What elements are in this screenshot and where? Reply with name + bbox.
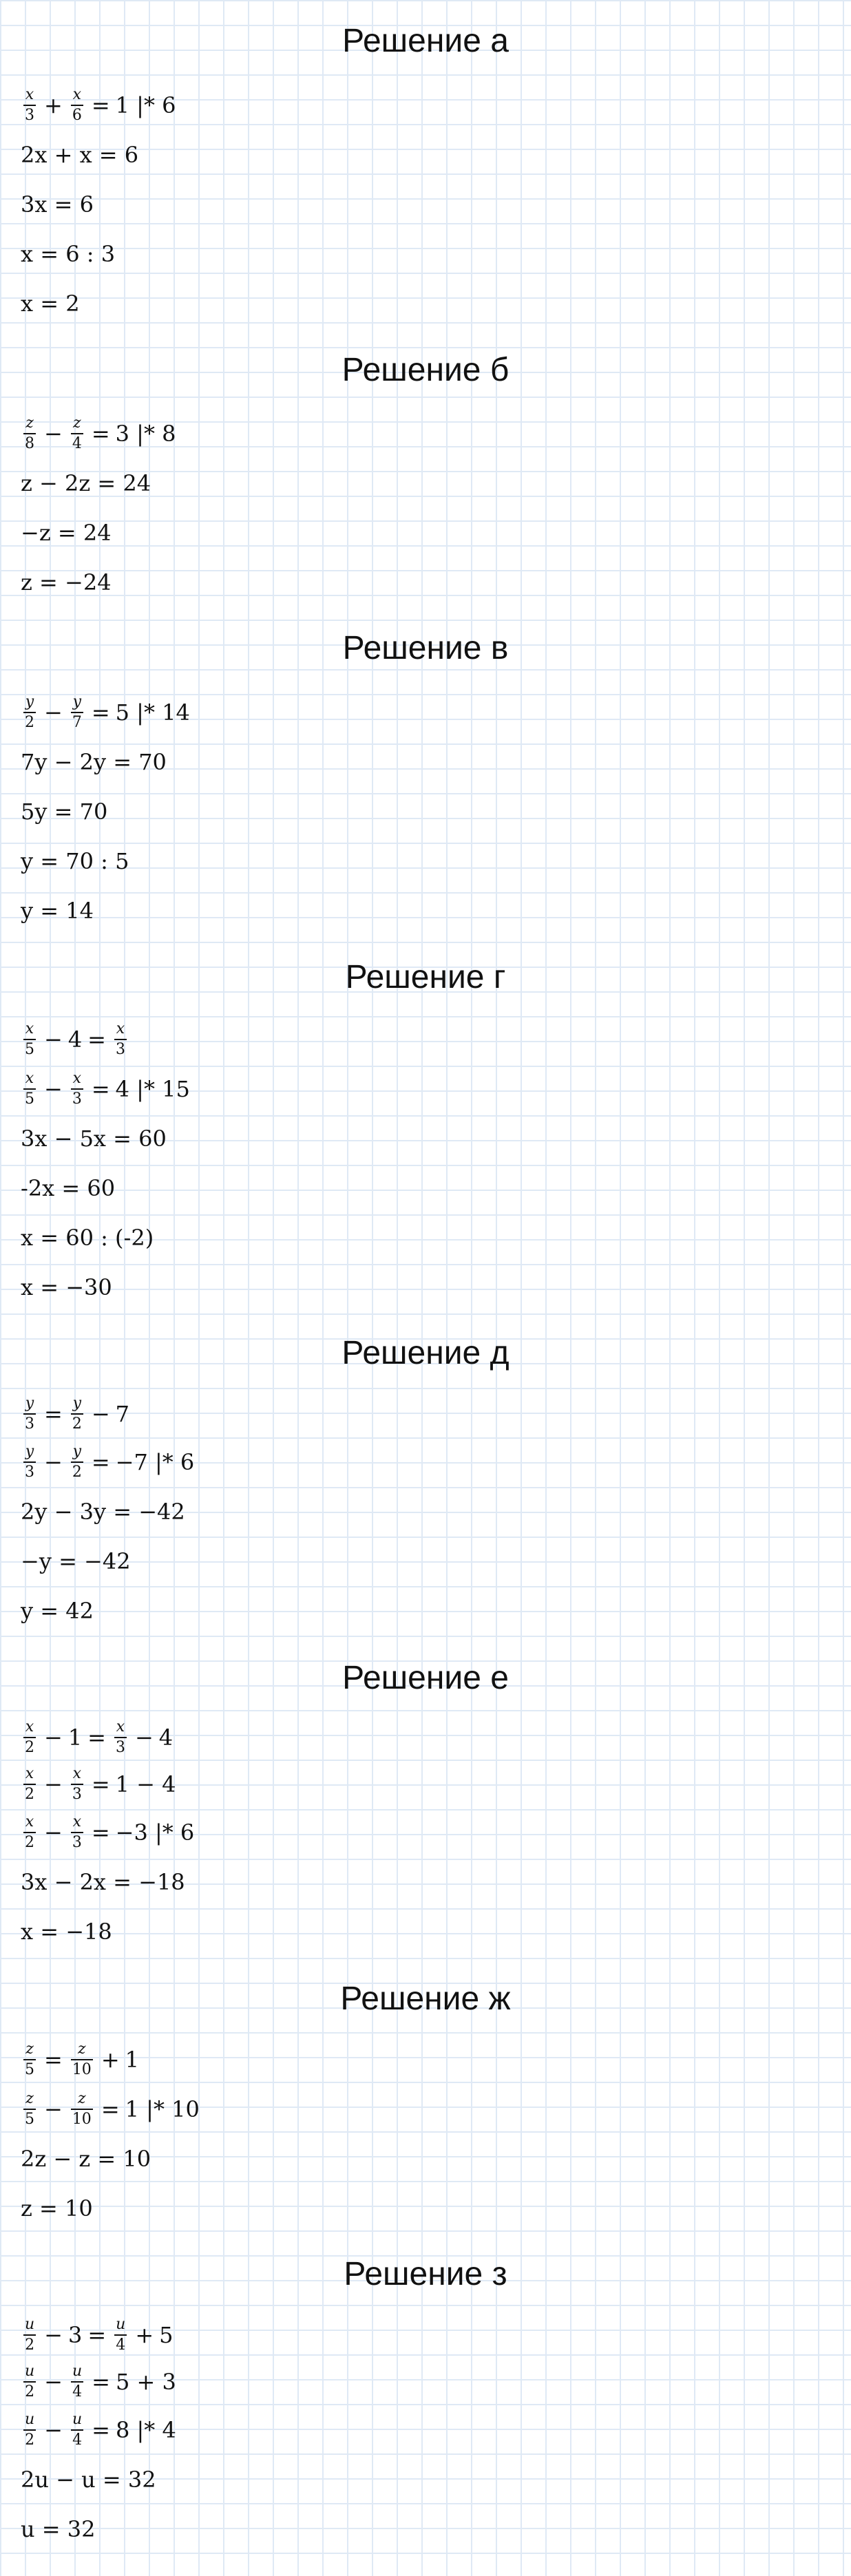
equation-z5: u = 32: [21, 2516, 96, 2542]
equation-zh4: z = 10: [21, 2195, 93, 2221]
heading-z: Решение з: [344, 2256, 507, 2292]
heading-b: Решение б: [342, 352, 509, 388]
equation-v3: 5y = 70: [21, 799, 108, 825]
equation-zh1: $\frac{z}{5}$ = $\frac{z}{10}$ + 1: [25, 2040, 139, 2078]
equation-z1: $\frac{u}{2}$ − 3 = $\frac{u}{4}$ + 5: [25, 2316, 174, 2354]
equation-z4: 2u − u = 32: [21, 2467, 156, 2493]
equation-v5: y = 14: [21, 898, 94, 924]
equation-e4: 3x − 2x = −18: [21, 1869, 185, 1895]
equation-b1: $\frac{z}{8}$ − $\frac{z}{4}$ = 3 |* 8: [25, 414, 176, 452]
equation-z3: $\frac{u}{2}$ − $\frac{u}{4}$ = 8 |* 4: [25, 2411, 176, 2449]
heading-zh: Решение ж: [340, 1981, 511, 2017]
equation-zh3: 2z − z = 10: [21, 2146, 151, 2172]
equation-a1: $\frac{x}{3}$ + $\frac{x}{6}$ = 1 |* 6: [25, 86, 176, 124]
equation-a2: 2x + x = 6: [21, 142, 139, 168]
equation-v4: y = 70 : 5: [21, 848, 129, 874]
equation-e2: $\frac{x}{2}$ − $\frac{x}{3}$ = 1 − 4: [25, 1765, 176, 1803]
equation-b2: z − 2z = 24: [21, 470, 151, 496]
equation-z2: $\frac{u}{2}$ − $\frac{u}{4}$ = 5 + 3: [25, 2363, 176, 2400]
equation-e1: $\frac{x}{2}$ − 1 = $\frac{x}{3}$ − 4: [25, 1718, 174, 1756]
equation-d4: −y = −42: [21, 1548, 131, 1574]
equation-e5: x = −18: [21, 1919, 112, 1945]
equation-d1: $\frac{y}{3}$ = $\frac{y}{2}$ − 7: [25, 1395, 129, 1433]
equation-b3: −z = 24: [21, 520, 112, 546]
equation-a5: x = 2: [21, 291, 80, 317]
equation-g6: x = −30: [21, 1274, 112, 1300]
equation-v1: $\frac{y}{2}$ − $\frac{y}{7}$ = 5 |* 14: [25, 693, 190, 731]
heading-v: Решение в: [342, 630, 509, 666]
heading-a: Решение а: [342, 23, 509, 59]
heading-g: Решение г: [345, 959, 506, 995]
equation-v2: 7y − 2y = 70: [21, 749, 167, 775]
equation-g3: 3x − 5x = 60: [21, 1126, 167, 1152]
equation-e3: $\frac{x}{2}$ − $\frac{x}{3}$ = −3 |* 6: [25, 1813, 195, 1851]
equation-b4: z = −24: [21, 569, 112, 595]
equation-zh2: $\frac{z}{5}$ − $\frac{z}{10}$ = 1 |* 10: [25, 2090, 200, 2128]
equation-g1: $\frac{x}{5}$ − 4 = $\frac{x}{3}$: [25, 1020, 125, 1058]
equation-a4: x = 6 : 3: [21, 241, 116, 267]
heading-d: Решение д: [342, 1335, 509, 1371]
equation-g5: x = 60 : (-2): [21, 1225, 154, 1251]
equation-d5: y = 42: [21, 1598, 94, 1624]
equation-d3: 2y − 3y = −42: [21, 1499, 185, 1525]
heading-e: Решение е: [342, 1660, 509, 1696]
equation-a3: 3x = 6: [21, 191, 94, 218]
equation-g2: $\frac{x}{5}$ − $\frac{x}{3}$ = 4 |* 15: [25, 1070, 190, 1108]
equation-g4: -2x = 60: [21, 1175, 116, 1201]
equation-d2: $\frac{y}{3}$ − $\frac{y}{2}$ = −7 |* 6: [25, 1443, 195, 1481]
